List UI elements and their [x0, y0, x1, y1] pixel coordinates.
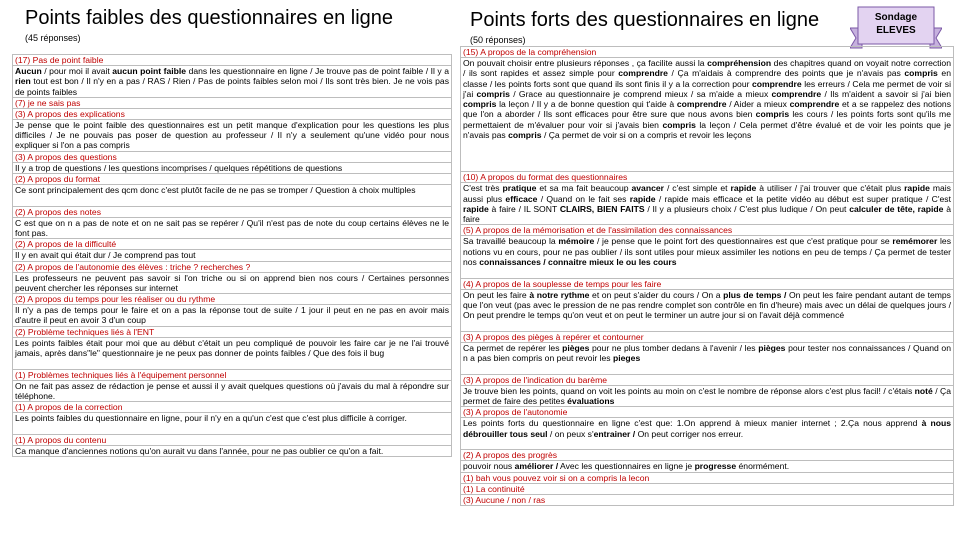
right-section-heading: (3) A propos de l'autonomie — [461, 407, 953, 418]
left-section-body: Aucun / pour moi il avait aucun point faible dans les questionnaire en ligne / Je trouve pas de point faible / Il y a rien tout est bon / Il n'y en a pas / RAS / Rien / Pas de points faibles selon moi / Ils sont très bien. Je ne vois pas de points faibles — [15, 66, 450, 97]
left-section-body: Je pense que le point faible des questionnaires est un petit manque d'explication pour les questions les plus difficiles / Je ne pouvais pas poser de question au professeur / Il n'y a seulement qu'une vidéo pour nous expliquer si l'on a pas compris — [15, 119, 449, 151]
right-section-body: Sa travaillé beaucoup la mémoire / je pense que le point fort des questionnaires est que c'est pratique pour se remémorer les notions vu en cours, pour ne pas oublier / ils sont utiles pour mieux assimiler les notions en peu de temps / Ça permet de tester nos connaissances / connaitre mieux le ou les cours — [461, 236, 953, 278]
left-section-body: Les professeurs ne peuvent pas savoir si l'on triche ou si on apprend bien nos cours / Certaines personnes peuvent chercher les réponses sur internet — [15, 272, 449, 293]
left-section-body: Ca manque d'anciennes notions qu'on aurait vu dans l'année, pour ne pas oublier ce qu'on a fait. — [13, 446, 451, 457]
right-section-body: pouvoir nous améliorer / Avec les questionnaires en ligne je progresse énormément. — [461, 461, 953, 472]
left-section-heading: (7) je ne sais pas — [13, 98, 451, 109]
right-section-body: Les points forts du questionnaire en ligne c'est que: 1.On apprend à mieux manier internet ; 2.Ça nous apprend à nous débrouiller tous seul / on peux s'entrainer / On peut corriger nos erreur. — [461, 418, 953, 450]
right-section-body: On pouvait choisir entre plusieurs réponses , ça facilite aussi la compréhension des chapitres quand on voyait notre correction / ils sont rapides et assez simple pour comprendre / Ça m'aidais à comprendre des points que je n'avais pas compris en classe / les points forts sont que quand ils sont finis il y a la correction pour comprendre les erreurs / Cela me permet de voir si j'ai compris / Grace au questionnaire je comprend mieux / sa m'aide a mieux comprendre / Ils m'aident a savoir si j'ai bien compris la leçon / Il y a de bonne question qui t'aide à comprendre / Aider a mieux comprendre et a se rappelez des notions que l'on a aborder / Ils sont efficaces pour être sure que nous avons bien compris les cours / les points forts sont qu'ils me permettaient de m'évaluer pour voir si j'avais bien compris la leçon / Cela permet d'être évalué et de voir les points que je n'avais pas compris / Ça permet de voir si on a compris et revoir les leçons — [461, 58, 953, 172]
ribbon-label-line2: ELEVES — [876, 25, 916, 36]
ribbon-label-line1: Sondage — [874, 12, 918, 23]
left-section-heading: (2) A propos des notes — [13, 207, 451, 218]
left-section-heading: (2) Problème techniques liés à l'ENT — [13, 327, 451, 338]
right-section-heading: (10) A propos du format des questionnaires — [461, 172, 953, 183]
left-section-body: Il n'y a pas de temps pour le faire et on a pas la réponse tout de suite / 1 jour il peut en ne pas en avoir mais d'autre il peut en avoir 3 d'un coup — [15, 305, 449, 326]
right-section-heading: (2) A propos des progrès — [461, 450, 953, 461]
left-title: Points faibles des questionnaires en ligne — [25, 7, 394, 29]
left-section-heading: (2) A propos de l'autonomie des élèves : triche ? recherches ? — [13, 262, 451, 273]
right-section-heading: (15) A propos de la compréhension — [461, 47, 953, 58]
right-section-heading: (4) A propos de la souplesse de temps pour les faire — [461, 279, 953, 290]
right-section-body: Je trouve bien les points, quand on voit les points au moin on c'est le nombre de réponse alors c'est plus facil! / c'étais noté / Ça permet de faire des petites évaluations — [463, 385, 951, 407]
left-section-body: Il y en avait qui était dur / Je comprend pas tout — [13, 250, 451, 261]
right-section-heading: (3) A propos de l'indication du barème — [461, 375, 953, 386]
left-section-heading: (2) A propos du temps pour les réaliser ou du rythme — [13, 294, 451, 305]
right-section-body: Ca permet de repérer les pièges pour ne plus tomber dedans à l'avenir / les pièges pour tester nos connaissances / Quand on n a pas bien compris on peut revoir les pieges — [461, 343, 953, 375]
left-section-heading: (1) A propos de la correction — [13, 402, 451, 413]
left-section-body: Les points faibles était pour moi que au début c'était un peu compliqué de pouvoir les faire car je ne l'ai trouvé jamais, après dans"le" questionnaire je ne peux pas donner de points faibles / Que des fois il bug — [13, 338, 451, 370]
ribbon-label — [850, 11, 942, 37]
left-section-heading: (1) Problèmes techniques liés à l'équipement personnel — [13, 370, 451, 381]
left-section-heading: (2) A propos du format — [13, 174, 451, 185]
right-title: Points forts des questionnaires en ligne — [470, 9, 820, 31]
right-section-heading: (3) Aucune / non / ras — [461, 495, 953, 506]
right-section-heading: (5) A propos de la mémorisation et de l'assimilation des connaissances — [461, 225, 953, 236]
left-section-heading: (3) A propos des explications — [13, 109, 451, 120]
left-section-body: C est que on n a pas de note et on ne sait pas se repérer / Qu'il n'est pas de note du coup certains élèves ne le font pas. — [15, 217, 449, 238]
left-section-body: On ne fait pas assez de rédaction je pense et aussi il y avait quelques questions où j'avais du mal à répondre sur téléphone. — [15, 380, 449, 401]
left-section-body: Ce sont principalement des qcm donc c'est plutôt facile de ne pas se tromper / Question à choix multiples — [13, 185, 451, 207]
right-section-heading: (3) A propos des pièges à repérer et contourner — [461, 332, 953, 343]
left-section-heading: (1) A propos du contenu — [13, 435, 451, 446]
right-response-count: (50 réponses) — [470, 35, 526, 45]
left-section-heading: (3) A propos des questions — [13, 152, 451, 163]
left-section-body: Il y a trop de questions / les questions incomprises / quelques répétitions de questions — [13, 163, 451, 174]
right-section-body: On peut les faire à notre rythme et on peut s'aider du cours / On a plus de temps / On peut les faire pendant autant de temps que l'on veut (pas avec le pression de ne pas rendre complet son contrôle en fin d'heure) mais avec un délai de quelques jours / On peut prendre le temps qu'on veut et on peut le terminer un autre jour si on l'avait déjà commencé — [461, 290, 953, 332]
left-section-body: Les points faibles du questionnaire en ligne, pour il n'y en a qu'un c'est que c'est plus difficile à corriger. — [13, 413, 451, 435]
left-response-count: (45 réponses) — [25, 33, 81, 43]
strong-points-table — [460, 46, 954, 506]
right-section-heading: (1) bah vous pouvez voir si on a compris la lecon — [461, 473, 953, 484]
right-section-heading: (1) La continuité — [461, 484, 953, 495]
right-section-body: C'est très pratique et sa ma fait beaucoup avancer / c'est simple et rapide à utiliser / j'ai trouver que c'était plus rapide mais aussi plus efficace / Quand on le fait ses rapide / rapide mais efficace et la petite vidéo au début est super pratique / C'est rapide à faire / IL SONT CLAIRS, BIEN FAITS / Il y a plusieurs choix / C'est plus ludique / On peut calculer de tête, rapide à faire — [463, 183, 952, 225]
left-section-heading: (2) A propos de la difficulté — [13, 239, 451, 250]
weak-points-table — [12, 54, 452, 457]
left-section-heading: (17) Pas de point faible — [13, 55, 451, 66]
